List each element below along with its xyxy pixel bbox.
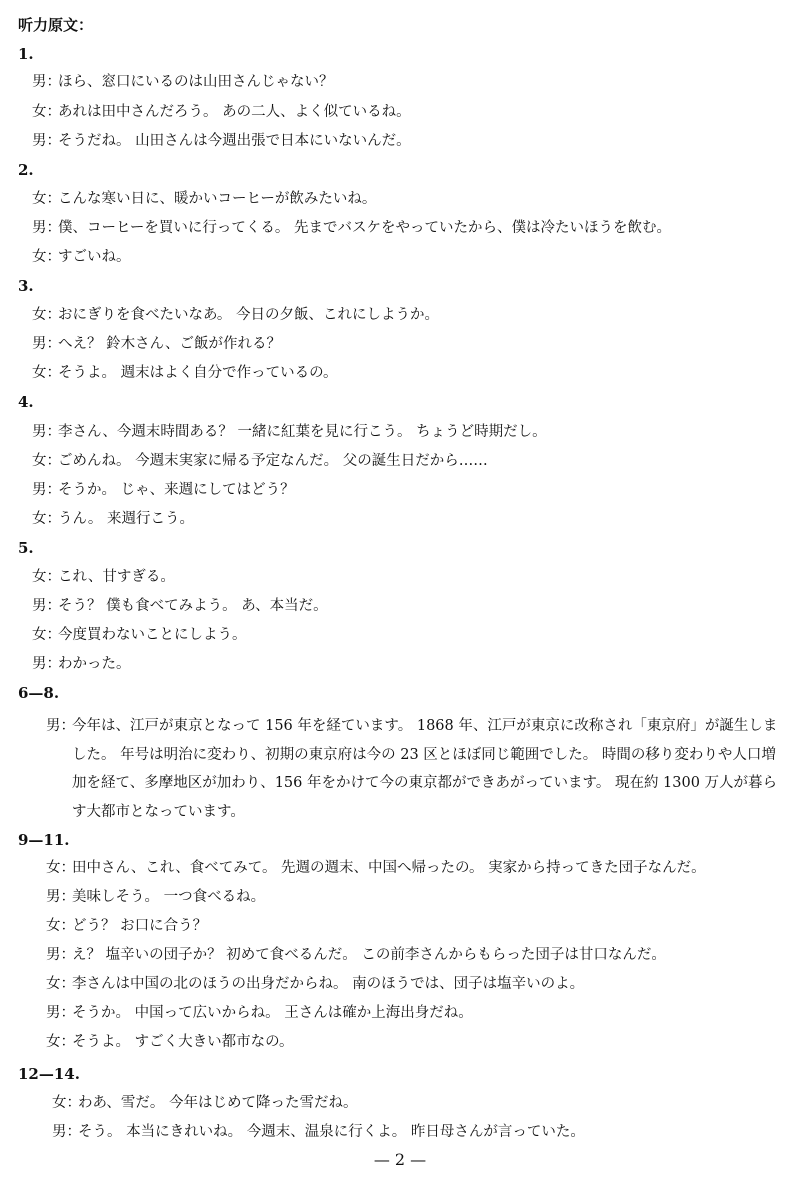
- dialogue-text: 李さんは中国の北のほうの出身だからね。 南のほうでは、団子は塩辛いのよ。: [72, 976, 585, 992]
- dialogue-line: [32, 654, 131, 674]
- speaker-label: 女：: [46, 976, 75, 992]
- dialogue-text: あれは田中さんだろう。 あの二人、よく似ているね。: [58, 104, 411, 120]
- dialogue-text: うん。 来週行こう。: [58, 511, 194, 527]
- dialogue-text: そうよ。 週末はよく自分で作っているの。: [58, 365, 338, 381]
- speaker-label: 男：: [32, 424, 61, 440]
- speaker-label: 男：: [46, 889, 75, 905]
- dialogue-text: そう？ 僕も食べてみよう。 あ、本当だ。: [58, 598, 328, 614]
- speaker-label: 男：: [32, 598, 61, 614]
- speaker-label: 男：: [46, 718, 75, 734]
- dialogue-line: [32, 334, 281, 354]
- dialogue-line: [32, 480, 295, 500]
- speaker-label: 女：: [46, 918, 75, 934]
- speaker-label: 女：: [46, 860, 75, 876]
- speaker-label: 男：: [32, 482, 61, 498]
- dialogue-text: そうだね。 山田さんは今週出張で日本にいないんだ。: [58, 133, 411, 149]
- speaker-label: 女：: [32, 627, 61, 643]
- speaker-label: 男：: [32, 220, 61, 236]
- dialogue-line: [32, 305, 439, 325]
- dialogue-text: へえ？ 鈴木さん、ご飯が作れる？: [58, 336, 281, 352]
- speaker-label: 女：: [32, 249, 61, 265]
- section-number: 9—11.: [18, 831, 70, 849]
- speaker-label: 女：: [32, 453, 61, 469]
- speaker-label: 女：: [32, 307, 61, 323]
- dialogue-text: わあ、雪だ。 今年はじめて降った雪だね。: [78, 1095, 358, 1111]
- dialogue-line: [32, 247, 131, 267]
- dialogue-line: [32, 422, 547, 442]
- dialogue-text: ほら、窓口にいるのは山田さんじゃない？: [58, 74, 334, 90]
- speaker-label: 男：: [46, 1005, 75, 1021]
- dialogue-text: 今度買わないことにしよう。: [58, 627, 247, 643]
- dialogue-line: [32, 509, 194, 529]
- dialogue-line: [46, 945, 666, 965]
- dialogue-line: [32, 596, 328, 616]
- speaker-label: 女：: [32, 511, 61, 527]
- dialogue-text: ごめんね。 今週末実家に帰る予定なんだ。 父の誕生日だから……: [58, 453, 488, 469]
- speaker-label: 女：: [32, 104, 61, 120]
- speaker-label: 男：: [32, 336, 61, 352]
- dialogue-text: 美味しそう。 一つ食べるね。: [72, 889, 266, 905]
- dialogue-text: 僕、コーヒーを買いに行ってくる。 先までバスケをやっていたから、僕は冷たいほうを飲む。: [58, 220, 672, 236]
- dialogue-text: 田中さん、これ、食べてみて。 先週の週末、中国へ帰ったの。 実家から持ってきた団子なんだ。: [72, 860, 706, 876]
- dialogue-text: わかった。: [58, 656, 131, 672]
- dialogue-line: [32, 625, 247, 645]
- dialogue-text: え？ 塩辛いの団子か？ 初めて食べるんだ。 この前李さんからもらった団子は甘口なんだ。: [72, 947, 666, 963]
- dialogue-text: そう。 本当にきれいね。 今週末、温泉に行くよ。 昨日母さんが言っていた。: [78, 1124, 585, 1140]
- section-number: 3.: [18, 277, 34, 295]
- dialogue-line: [32, 131, 411, 151]
- dialogue-text: すごいね。: [58, 249, 131, 265]
- dialogue-line: [32, 102, 411, 122]
- speaker-label: 女：: [52, 1095, 81, 1111]
- section-number: 5.: [18, 539, 34, 557]
- section-number: 1.: [18, 45, 34, 63]
- dialogue-line: [46, 887, 265, 907]
- section-number: 2.: [18, 161, 34, 179]
- dialogue-line: [32, 363, 338, 383]
- dialogue-line: [46, 916, 207, 936]
- dialogue-text: こんな寒い日に、暖かいコーヒーが飲みたいね。: [58, 191, 377, 207]
- speaker-label: 女：: [46, 1034, 75, 1050]
- speaker-label: 男：: [32, 74, 61, 90]
- page-title: 听力原文：: [18, 16, 94, 34]
- monologue-text: 今年は、江戸が東京となって 156 年を経ています。 1868 年、江戸が東京に改称され「東京府」が誕生しました。 年号は明治に変わり、初期の東京府は今の 23 区とほぼ同じ範囲でした。 時間の移り変わりや人口増加を経て、多摩地区が加わり、156 年をかけて今の東京都ができあがっています。 現在約 1300 万人が暮らす大都市となっています。: [72, 718, 778, 820]
- dialogue-line: [32, 189, 376, 209]
- dialogue-line: [46, 974, 584, 994]
- dialogue-line: [46, 1003, 473, 1023]
- speaker-label: 男：: [32, 133, 61, 149]
- dialogue-text: そうか。 じゃ、来週にしてはどう？: [58, 482, 295, 498]
- speaker-label: 女：: [32, 365, 61, 381]
- dialogue-line: [46, 858, 706, 878]
- dialogue-line: [32, 567, 175, 587]
- dialogue-text: おにぎりを食べたいなあ。 今日の夕飯、これにしようか。: [58, 307, 440, 323]
- speaker-label: 男：: [32, 656, 61, 672]
- speaker-label: 男：: [52, 1124, 81, 1140]
- dialogue-text: そうか。 中国って広いからね。 王さんは確か上海出身だね。: [72, 1005, 473, 1021]
- dialogue-line: [32, 72, 334, 92]
- dialogue-text: どう？ お口に合う？: [72, 918, 208, 934]
- dialogue-line: [32, 218, 671, 238]
- section-number: 12—14.: [18, 1065, 80, 1083]
- speaker-label: 男：: [46, 947, 75, 963]
- section-number: 4.: [18, 393, 34, 411]
- dialogue-text: 李さん、今週末時間ある？ 一緒に紅葉を見に行こう。 ちょうど時期だし。: [58, 424, 547, 440]
- monologue-paragraph: [46, 712, 788, 826]
- dialogue-line: [52, 1122, 585, 1142]
- dialogue-line: [32, 451, 488, 471]
- dialogue-text: これ、甘すぎる。: [58, 569, 175, 585]
- speaker-label: 女：: [32, 191, 61, 207]
- section-number: 6—8.: [18, 684, 60, 702]
- speaker-label: 女：: [32, 569, 61, 585]
- dialogue-text: そうよ。 すごく大きい都市なの。: [72, 1034, 294, 1050]
- dialogue-line: [46, 1032, 294, 1052]
- page-number: — 2 —: [373, 1150, 427, 1169]
- dialogue-line: [52, 1093, 358, 1113]
